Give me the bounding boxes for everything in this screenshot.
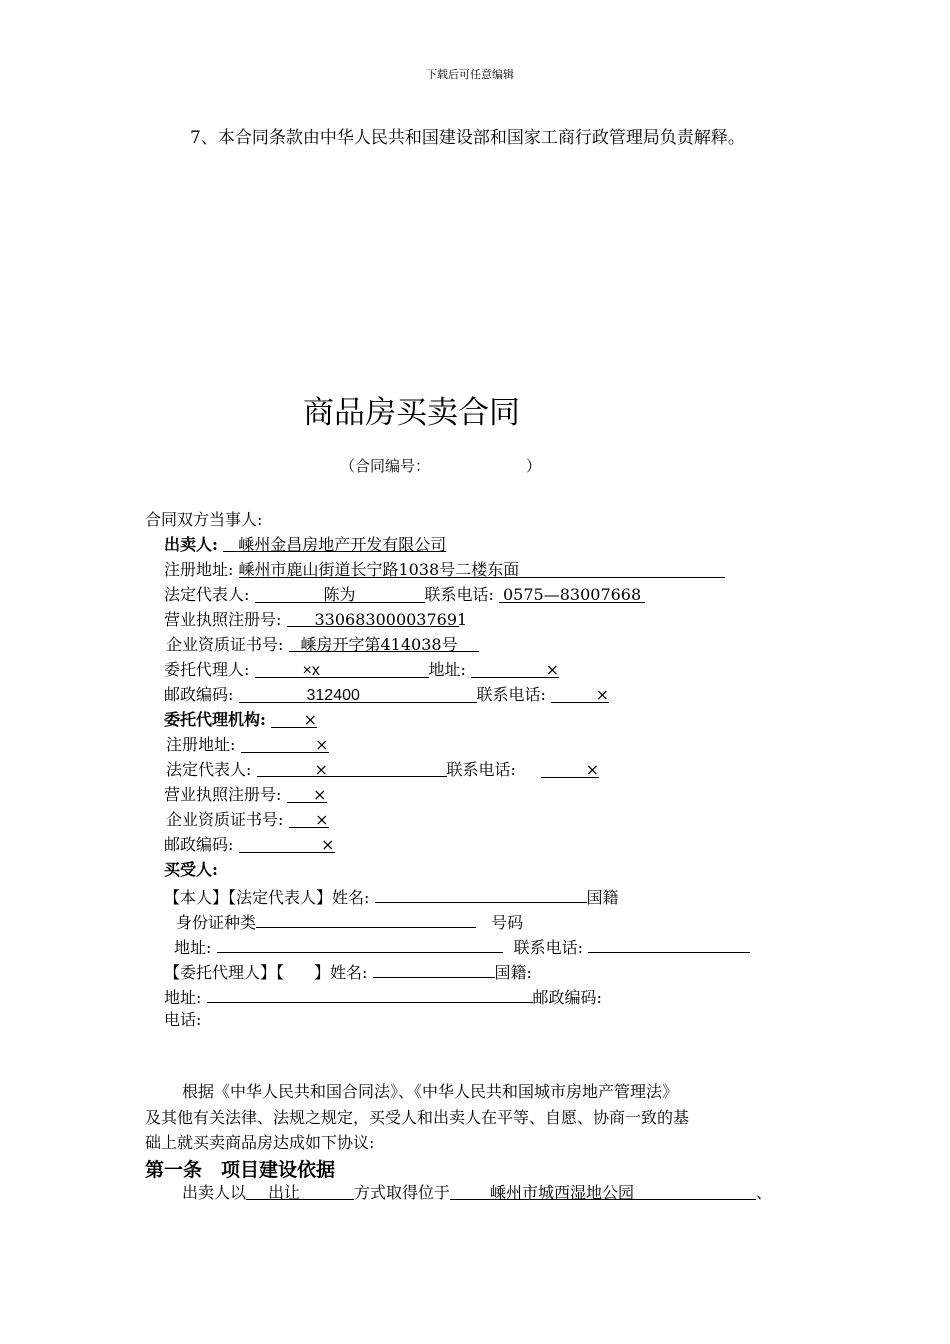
- preamble-line-3: 础上就买卖商品房达成如下协议:: [145, 1133, 375, 1152]
- buyer-address-field[interactable]: [217, 935, 503, 953]
- buyer-nationality-label: 国籍: [586, 888, 619, 907]
- buyer-self-label: 【本人】【法定代表人】姓名:: [164, 888, 370, 907]
- buyer-agent-label-a: 【委托代理人】【: [164, 963, 285, 982]
- contract-number-open: （合同编号：: [340, 457, 431, 475]
- agency-address-field: ×: [241, 735, 329, 753]
- buyer-agent-address-row: [164, 985, 602, 1008]
- seller-phone-field: 0575—83007668: [499, 585, 645, 603]
- article-1-text-b: 方式取得位于: [354, 1183, 451, 1202]
- seller-agent-row: [164, 660, 559, 680]
- preamble-line-1: 根据《中华人民共和国合同法》、《中华人民共和国城市房地产管理法》: [182, 1082, 679, 1101]
- agency-license-field: ×: [287, 785, 327, 803]
- buyer-tel-row: [164, 1010, 201, 1030]
- document-title: 商品房买卖合同: [303, 395, 520, 431]
- buyer-address-row: [174, 935, 750, 958]
- seller-agent-field: ×x: [255, 661, 429, 678]
- seller-address-field: 嵊州市鹿山街道长宁路1038号二楼东面: [239, 560, 725, 578]
- agency-postcode-row: [164, 835, 335, 855]
- contract-number-close: ）: [526, 457, 542, 475]
- agency-address-row: [166, 735, 329, 755]
- buyer-id-row: [176, 910, 523, 933]
- buyer-address-label: 地址:: [174, 938, 212, 957]
- seller-postcode-phone-label: 联系电话:: [476, 685, 546, 704]
- seller-address-row: [164, 560, 725, 580]
- article-1-method-field: 出让: [246, 1183, 354, 1200]
- article-1-text: [182, 1183, 772, 1203]
- agency-qual-row: [166, 810, 329, 830]
- buyer-name-field[interactable]: [375, 885, 587, 903]
- agency-qual-label: 企业资质证书号:: [166, 810, 284, 829]
- seller-phone-label: 联系电话:: [424, 585, 494, 604]
- seller-qual-field: 嵊房开字第414038号: [289, 635, 479, 652]
- agency-label: 委托代理机构:: [164, 710, 266, 729]
- seller-rep-row: [164, 585, 645, 605]
- seller-postcode-row: [164, 685, 609, 705]
- seller-postcode-phone-field: ×: [551, 685, 609, 703]
- seller-address-label: 注册地址:: [164, 560, 234, 579]
- buyer-agent-row: [164, 960, 532, 983]
- agency-row: [164, 710, 317, 730]
- seller-qual-row: [166, 635, 479, 655]
- buyer-agent-nationality-label: 国籍:: [494, 963, 532, 982]
- seller-postcode-label: 邮政编码:: [164, 685, 234, 704]
- seller-rep-field: 陈为: [255, 585, 425, 603]
- agency-postcode-field: ×: [239, 835, 335, 853]
- article-1-heading: 第一条 项目建设依据: [145, 1159, 336, 1181]
- clause-7: 7、本合同条款由中华人民共和国建设部和国家工商行政管理局负责解释。: [190, 128, 745, 148]
- buyer-label: 买受人:: [164, 860, 218, 879]
- seller-license-label: 营业执照注册号:: [164, 610, 282, 629]
- seller-agent-addr-label: 地址:: [428, 660, 466, 679]
- agency-field: ×: [271, 710, 317, 728]
- contract-number: [340, 456, 541, 476]
- seller-license-row: [164, 610, 468, 630]
- parties-heading: 合同双方当事人:: [145, 510, 263, 529]
- buyer-agent-name-field[interactable]: [373, 960, 495, 978]
- seller-agent-label: 委托代理人:: [164, 660, 250, 679]
- buyer-agent-label-b: 】姓名:: [314, 963, 368, 982]
- article-1-text-c: 、: [756, 1183, 773, 1202]
- agency-license-label: 营业执照注册号:: [164, 785, 282, 804]
- article-1-text-a: 出卖人以: [182, 1183, 247, 1202]
- seller-postcode-field: 312400: [239, 686, 477, 703]
- buyer-agent-address-label: 地址:: [164, 988, 202, 1007]
- buyer-tel-label: 电话:: [164, 1010, 202, 1029]
- seller-name: 嵊州金昌房地产开发有限公司: [238, 535, 447, 554]
- buyer-id-no-label: 号码: [491, 913, 524, 932]
- agency-rep-field: ×: [257, 760, 447, 777]
- seller-rep-label: 法定代表人:: [164, 585, 250, 604]
- agency-qual-field: ×: [289, 810, 329, 828]
- buyer-id-type-field[interactable]: [256, 910, 476, 928]
- agency-license-row: [164, 785, 327, 805]
- agency-address-label: 注册地址:: [166, 735, 236, 754]
- buyer-phone-field[interactable]: [588, 935, 750, 953]
- seller-license-field: 330683000037691: [287, 610, 459, 627]
- article-1-location-field: 嵊州市城西湿地公园: [450, 1183, 756, 1200]
- agency-postcode-label: 邮政编码:: [164, 835, 234, 854]
- buyer-agent-address-field[interactable]: [207, 985, 533, 1003]
- agency-phone-label: 联系电话:: [446, 760, 516, 779]
- seller-qual-label: 企业资质证书号:: [166, 635, 284, 654]
- agency-phone-field: ×: [541, 760, 599, 778]
- buyer-id-type-label: 身份证种类: [176, 913, 257, 932]
- agency-rep-row: [166, 760, 599, 780]
- agency-rep-label: 法定代表人:: [166, 760, 252, 779]
- seller-agent-addr-field: ×: [471, 660, 559, 678]
- seller-label: 出卖人:: [164, 535, 218, 554]
- page-header-note: 下载后可任意编辑: [426, 68, 514, 81]
- seller-row: [164, 535, 446, 555]
- buyer-phone-label: 联系电话:: [513, 938, 583, 957]
- buyer-agent-postcode-label: 邮政编码:: [532, 988, 602, 1007]
- buyer-self-row: [164, 885, 619, 908]
- preamble-line-2: 及其他有关法律、法规之规定，买受人和出卖人在平等、自愿、协商一致的基: [145, 1108, 690, 1127]
